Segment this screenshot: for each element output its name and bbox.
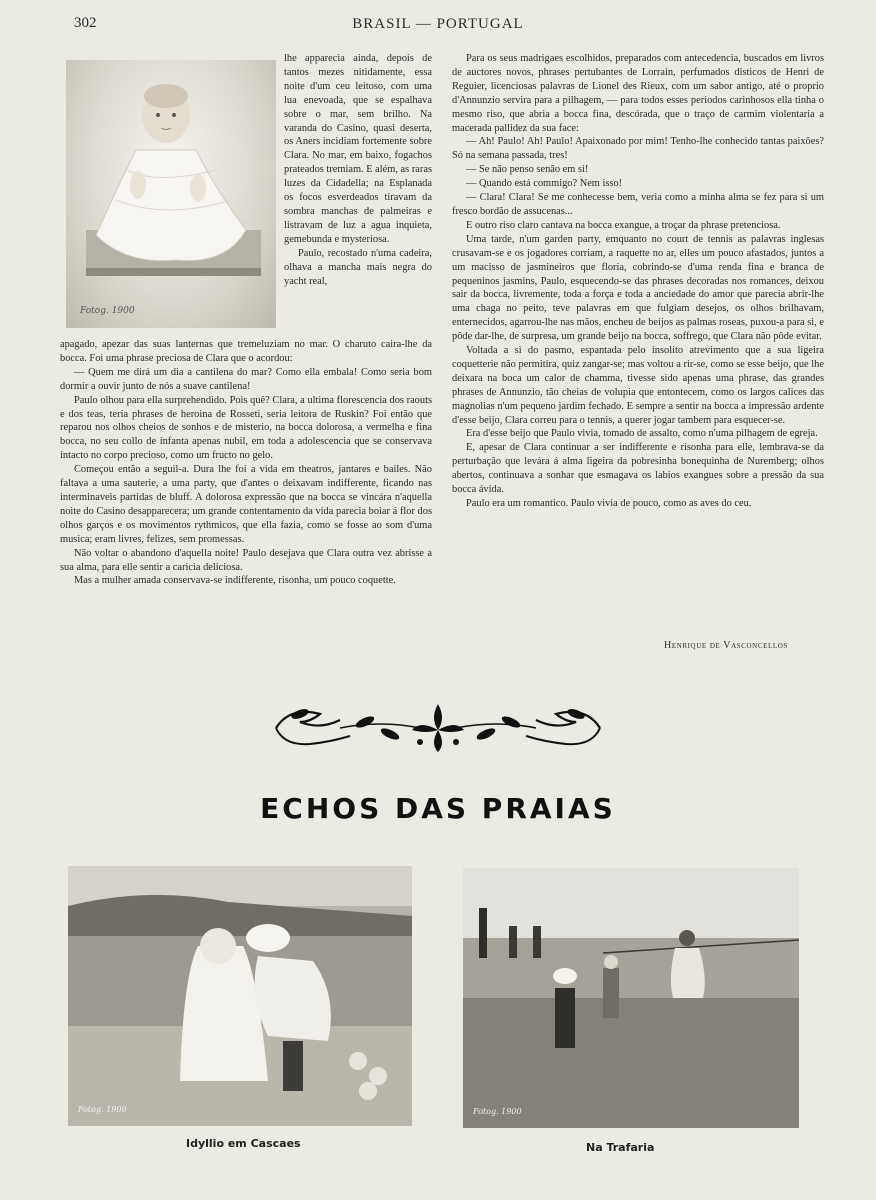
article-column-left xyxy=(60,338,432,588)
paragraph: E outro riso claro cantava na bocca exangue, a troçar da phrase pretenciosa. xyxy=(466,219,781,231)
trafaria-scene-illustration xyxy=(463,868,799,1128)
article-column-right xyxy=(452,52,824,511)
article-column-narrow xyxy=(284,52,432,288)
running-head: BRASIL — PORTUGAL xyxy=(352,16,524,32)
paragraph: Mas a mulher amada conservava-se indifferente, risonha, um pouco coquette. xyxy=(74,575,396,587)
paragraph: Era d'esse beijo que Paulo vivia, tomado de assalto, como n'uma pilhagem de egreja. xyxy=(466,428,818,440)
baby-portrait-illustration xyxy=(66,60,276,328)
photo-credit: Fotog. 1900 xyxy=(78,1105,127,1114)
paragraph: lhe apparecia ainda, depois de tantos mezes nitidamente, essa noite d'um ceu leitoso, com uma lua enevoada, que se espalhava sobre o mar, sem brilho. Na varanda do Casino, quasi deserta, os Aners incidiam fortemente sobre Clara. No mar, em baixo, fogachos prateados tremiam. E além, as raras luzes da Cidadella; na Esplanada os focos esverdeados tiravam da sombra manchas de palmeiras e listravam de luz a agua inquieta, gemebunda e mysteriosa. xyxy=(284,53,433,245)
page-number: 302 xyxy=(74,15,97,31)
paragraph: E, apesar de Clara continuar a ser indifferente e risonha para elle, lembrava-se da perturbação que levára á alma ligeira da pobresinha bonequinha de Nuremberg; olhos abertos, continuava a sonhar que esmagava os labios exangues sobre a pressão da sua bocca ávida. xyxy=(452,442,824,496)
paragraph: Paulo olhou para ella surprehendido. Pois quê? Clara, a ultima florescencia dos raouts e dos teas, teria phrases de heroina de Rosseti, seria leitora de Ruskin? Foi então que reparou nos olhos cheios de sonhos e de misterio, na bocca dolorosa, a vermelha e fina bocca, no seu collo de infanta apenas nubil, em toda a adolescencia que se conservava intacto no corpo precioso, como um fructo no gelo. xyxy=(60,394,432,462)
paragraph: Uma tarde, n'um garden party, emquanto no court de tennis as palavras inglesas crusavam-se e os jogadores corriam, a raquette no ar, elles um pouco afastados, juntos a um macisso de jasmineiros que floria, cobrindo-se d'uma renda fina e branca de pequeninos jasmins, Paulo, esquecendo-se das phrases decoradas nos romances, deixou sair da bocca, livremente, toda a força e toda a anciedade do amor que parecia abrir-lhe uma chaga no peito, teve palavras em que fulgiam desejos, os olhos brilhavam, enternecidos, agarrou-lhe nas mãos, encheu de beijos as palmas roseas, puxou-a para si, e pôde dar-lhe, de surpresa, um grande beijo na bocca, soffrego, que Clara não pôde evitar. xyxy=(452,233,824,343)
paragraph: Voltada a si do pasmo, espantada pelo insolito atrevimento que a sua ligeira coquetterie não permitira, quiz zangar-se; mas voltou a rir-se, como se esse beijo, que lhe deixara na boca um calor de chamma, tivesse sido apenas uma phrase, das grandes phrases de Annunzio, tão cheias de volupia que entontecem, como os largos calices das magnolias n'um pequeno jardim fechado. E sempre a sentir na bocca a impressão ardente d'esse beijo, Clara correu para o tennis, a querer jogar tambem para esquecer-se. xyxy=(452,345,824,426)
paragraph: — Se não penso senão em si! xyxy=(466,164,589,176)
cascaes-scene-illustration xyxy=(68,866,412,1126)
photo-caption-left: Idyllio em Cascaes xyxy=(186,1137,301,1150)
paragraph: apagado, apezar das suas lanternas que tremeluziam no mar. O charuto caira-lhe da bocca. Foi uma phrase preciosa de Clara que o acordou: xyxy=(60,339,432,364)
portrait-photographer-signature: Fotog. 1900 xyxy=(80,306,135,316)
paragraph: Não voltar o abandono d'aquella noite! Paulo desejava que Clara outra vez abrisse a sua alma, para elle sentir a caricia deliciosa. xyxy=(60,547,432,573)
author-signature: Henrique de Vasconcellos xyxy=(664,640,788,651)
photo-credit: Fotog. 1900 xyxy=(473,1107,522,1116)
baby-portrait-photo xyxy=(66,60,276,328)
photo-caption-right: Na Trafaria xyxy=(586,1141,655,1154)
paragraph: — Quem me dirá um dia a cantilena do mar? Como ella embala! Como seria bom dormir a ouvir junto de nós a suave cantilena! xyxy=(60,366,432,392)
paragraph: Paulo, recostado n'uma cadeira, olhava a mancha mais negra do yacht real, xyxy=(284,247,432,287)
paragraph: Começou então a seguil-a. Dura lhe foi a vida em theatros, jantares e bailes. Não faltava a uma sauterie, a uma party, que d'antes o deixavam indifferente, ficando nas interminaveis partidas de bluff. A dolorosa expressão que na bocca se vincára n'aquella noite do Casino desapparecera; um grande contentamento da vida parecia boiar á flor dos olhos garços e os movimentos rythmicos, que ella fazia, como se fosse ao som d'uma musica; eram livres, felizes, sem promessas. xyxy=(60,464,432,545)
paragraph: Para os seus madrigaes escolhidos, preparados com antecedencia, buscados em livros de auctores novos, phrases pertubantes de Lorrain, perfumados disticos de Henri de Reguier, licenciosas palavras de Lionel des Rieux, com um sabor antigo, até o proprio d'Annunzio servira para a pilhagem, — para todos esses periodos carinhosos ella tinha o mesmo riso, que abria a bocca fina, descórada, que o traço de carmim violentaria a macerada pallidez da sua face: xyxy=(452,53,824,134)
floral-ornament-icon xyxy=(270,700,606,754)
paragraph: — Clara! Clara! Se me conhecesse bem, veria como a minha alma se fez para si um fresco bordão de assucenas... xyxy=(452,192,824,217)
section-title: ECHOS DAS PRAIAS xyxy=(260,792,616,825)
paragraph: — Ah! Paulo! Ah! Paulo! Apaixonado por mim! Tenho-lhe conhecido tantas paixões? Só na semana passada, tres! xyxy=(452,136,824,162)
paragraph: Paulo era um romantico. Paulo vivia de pouco, como as aves do ceu. xyxy=(466,498,752,509)
beach-photo-cascaes xyxy=(68,866,412,1126)
beach-photo-trafaria xyxy=(463,868,799,1128)
paragraph: — Quando está commigo? Nem isso! xyxy=(466,178,623,190)
